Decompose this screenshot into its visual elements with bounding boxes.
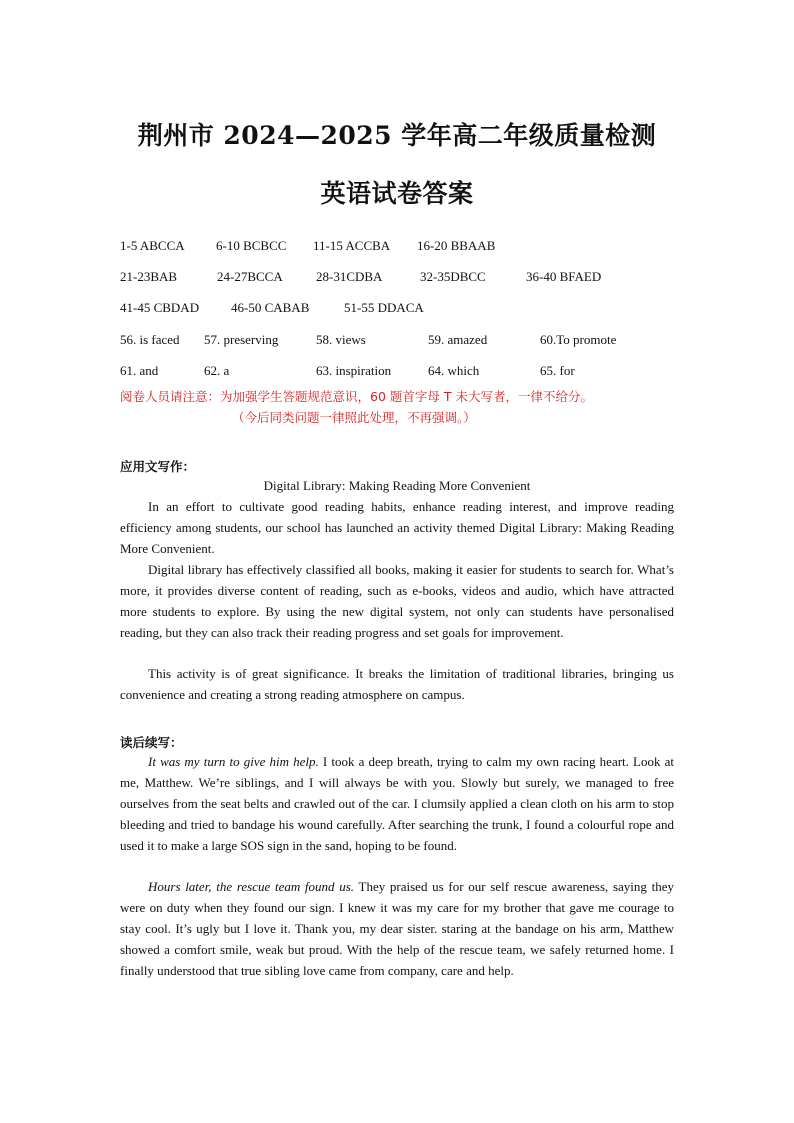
answer-cell: 1-5 ABCCA [120,238,185,253]
answer-cell: 56. is faced [120,332,180,347]
story-lead-sentence: Hours later, the rescue team found us. [148,879,355,894]
story-body-text: They praised us for our self rescue awareness, saying they were on duty when they found our sign. I knew it was my care for my brother that gave me courage to stay cool. It’s ugly but I love it. Thank you, my dear sister. staring at the bandage on his arm, Matthew showed a comfort smile, weak but proud. With the help of the rescue team, we safely returned home. I finally understood that true sibling love came from company, care and help. [120,879,674,978]
story-paragraph-2 [120,876,674,981]
answer-cell: 51-55 DDACA [344,300,424,315]
answer-cell: 57. preserving [204,332,279,347]
essay-paragraph: This activity is of great significance. It breaks the limitation of traditional libraries, bringing us convenience and creating a strong reading atmosphere on campus. [120,666,674,702]
answer-cell: 64. which [428,363,480,378]
page-title: 荆州市 2024—2025 学年高二年级质量检测 [137,121,657,150]
essay-paragraph: In an effort to cultivate good reading habits, enhance reading interest, and improve reading efficiency among students, our school has launched an activity themed Digital Library: Making Reading More Convenient. [120,499,674,556]
answer-cell: 46-50 CABAB [231,300,310,315]
essay-paragraph: Digital library has effectively classified all books, making it easier for students to search for. What’s more, it provides diverse content of reading, such as e-books, videos and audio, which have attracted more students to explore. By using the new digital system, not only can students have personalised reading, but they can also track their reading progress and set goals for improvement. [120,562,674,640]
answer-cell: 32-35DBCC [420,269,486,284]
answer-cell: 61. and [120,363,159,378]
answer-cell: 60.To promote [540,332,617,347]
answer-cell: 16-20 BBAAB [417,238,496,253]
answer-cell: 24-27BCCA [217,269,283,284]
essay-title: Digital Library: Making Reading More Convenient [263,478,531,493]
answer-cell: 63. inspiration [316,363,392,378]
answer-cell: 6-10 BCBCC [216,238,287,253]
answer-cell: 28-31CDBA [316,269,383,284]
answer-cell: 36-40 BFAED [526,269,602,284]
page-subtitle: 英语试卷答案 [320,179,474,208]
grader-note-line-2: （今后同类问题一律照此处理，不再强调。） [232,410,476,425]
grader-note-line-1: 阅卷人员请注意：为加强学生答题规范意识，60 题首字母 T 未大写者，一律不给分。 [120,389,593,404]
answer-cell: 21-23BAB [120,269,178,284]
answer-cell: 58. views [316,332,366,347]
answer-cell: 59. amazed [428,332,488,347]
answer-cell: 41-45 CBDAD [120,300,200,315]
story-body-text: I took a deep breath, trying to calm my own racing heart. Look at me, Matthew. We’re siblings, and I will always be with you. Slowly but surely, we managed to free ourselves from the seat belts and crawled out of the car. I clumsily applied a clean cloth on his arm to stop bleeding and tried to bandage his wound carefully. After searching the trunk, I found a colourful rope and used it to make a large SOS sign in the sand, hoping to be found. [120,754,674,853]
story-paragraph-1 [120,751,674,856]
answer-cell: 11-15 ACCBA [313,238,391,253]
answer-cell: 62. a [204,363,230,378]
story-lead-sentence: It was my turn to give him help. [148,754,319,769]
answer-cell: 65. for [540,363,575,378]
section-heading-applied-writing: 应用文写作： [120,459,196,474]
section-heading-continuation-writing: 读后续写： [120,735,183,750]
